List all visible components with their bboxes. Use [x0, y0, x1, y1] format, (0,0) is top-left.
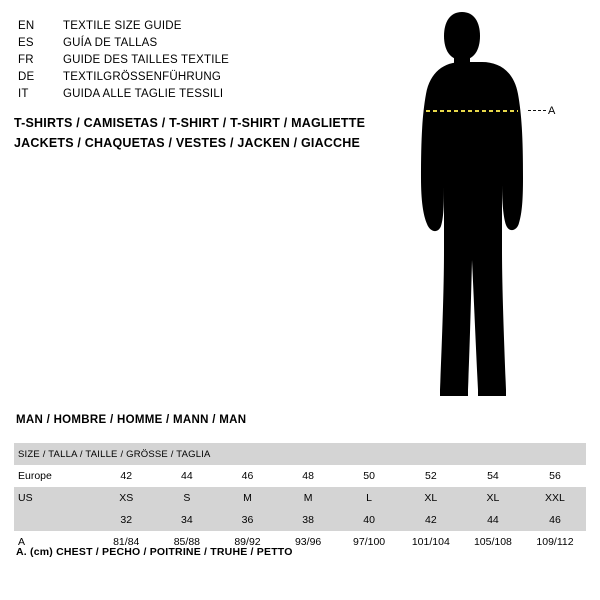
language-text: TEXTILGRÖSSENFÜHRUNG: [63, 71, 221, 83]
size-table: [14, 443, 586, 553]
language-row: [18, 52, 348, 69]
language-code: DE: [18, 71, 35, 83]
table-cell: 101/104: [400, 531, 462, 553]
row-label: US: [14, 487, 96, 509]
table-cell: M: [217, 487, 278, 509]
male-silhouette-illustration: [400, 10, 590, 400]
language-code: IT: [18, 88, 29, 100]
table-cell: 34: [157, 509, 218, 531]
table-cell: 44: [462, 509, 524, 531]
table-footnote: A. (cm) CHEST / PECHO / POITRINE / TRUHE / PETTO: [16, 546, 293, 558]
category-jackets: JACKETS / CHAQUETAS / VESTES / JACKEN / GIACCHE: [14, 136, 361, 150]
table-cell: XL: [400, 487, 462, 509]
table-cell: M: [278, 487, 339, 509]
language-text: GUÍA DE TALLAS: [63, 37, 158, 49]
table-header-row: [14, 443, 586, 465]
table-cell: 50: [338, 465, 399, 487]
category-tshirts: T-SHIRTS / CAMISETAS / T-SHIRT / T-SHIRT / MAGLIETTE: [14, 116, 366, 130]
table-header-label: SIZE / TALLA / TAILLE / GRÖSSE / TAGLIA: [14, 443, 586, 465]
table-cell: 32: [96, 509, 157, 531]
table-cell: 36: [217, 509, 278, 531]
table-cell: XL: [462, 487, 524, 509]
table-cell: 97/100: [338, 531, 399, 553]
table-cell: 85/88: [157, 531, 218, 553]
table-cell: S: [157, 487, 218, 509]
language-code: ES: [18, 37, 34, 49]
table-cell: 81/84: [96, 531, 157, 553]
language-text: GUIDE DES TAILLES TEXTILE: [63, 54, 230, 66]
language-text: GUIDA ALLE TAGLIE TESSILI: [63, 88, 224, 100]
table-row: [14, 487, 586, 509]
table-cell: 105/108: [462, 531, 524, 553]
language-code: FR: [18, 54, 34, 66]
row-label: A: [14, 531, 96, 553]
table-cell: 109/112: [524, 531, 586, 553]
language-row: [18, 86, 348, 103]
table-cell: XXL: [524, 487, 586, 509]
table-cell: 38: [278, 509, 339, 531]
table-cell: 52: [400, 465, 462, 487]
language-list: [18, 18, 348, 103]
language-row: [18, 35, 348, 52]
language-row: [18, 18, 348, 35]
table-row: [14, 465, 586, 487]
category-headings: [14, 113, 374, 153]
table-cell: 93/96: [278, 531, 339, 553]
table-cell: 40: [338, 509, 399, 531]
table-cell: 44: [157, 465, 218, 487]
language-code: EN: [18, 20, 35, 32]
measure-leader-line: [528, 110, 546, 111]
table-cell: 89/92: [217, 531, 278, 553]
table-cell: 56: [524, 465, 586, 487]
table-row: [14, 509, 586, 531]
row-label: [14, 509, 96, 531]
language-row: [18, 69, 348, 86]
table-cell: L: [338, 487, 399, 509]
row-label: Europe: [14, 465, 96, 487]
table-cell: XS: [96, 487, 157, 509]
measure-label-a: A: [548, 105, 556, 117]
table-cell: 46: [217, 465, 278, 487]
table-cell: 54: [462, 465, 524, 487]
table-cell: 42: [400, 509, 462, 531]
table-cell: 48: [278, 465, 339, 487]
table-cell: 42: [96, 465, 157, 487]
language-text: TEXTILE SIZE GUIDE: [63, 20, 182, 32]
table-cell: 46: [524, 509, 586, 531]
table-title-man: MAN / HOMBRE / HOMME / MANN / MAN: [16, 414, 247, 426]
